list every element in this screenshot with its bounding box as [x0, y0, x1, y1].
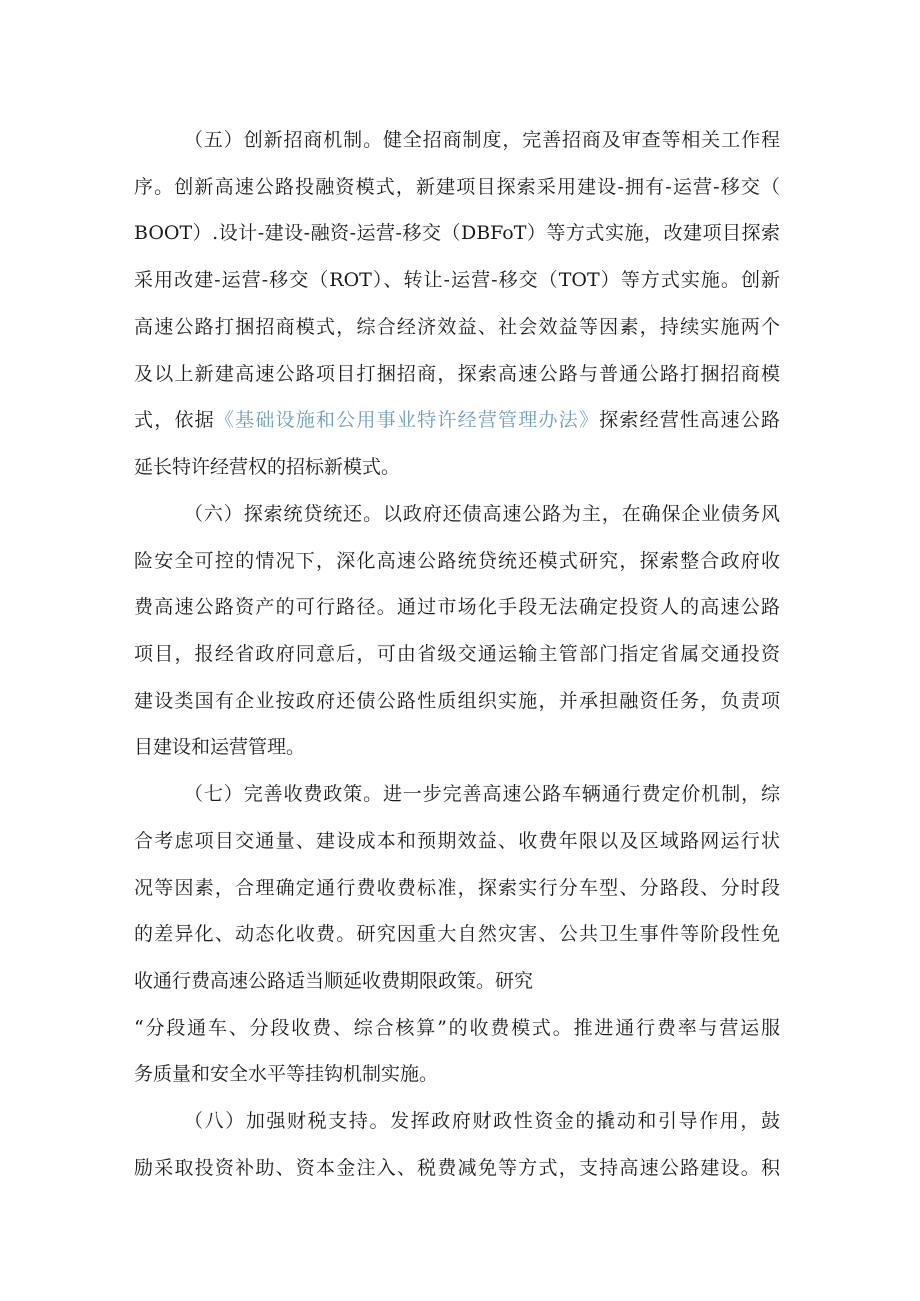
paragraph-6-line-2: 险安全可控的情况下，深化高速公路统贷统还模式研究，探索整合政府收	[134, 550, 780, 572]
paragraph-8-line-1: （八）加强财税支持。发挥政府财政性资金的撬动和引导作用，鼓	[184, 1110, 780, 1132]
regulation-link[interactable]: 《基础设施和公用事业特许经营管理办法》	[214, 409, 600, 431]
paragraph-7-line-7: 务质量和安全水平等挂钩机制实施。	[134, 1063, 439, 1085]
paragraph-5-line-6: 及以上新建高速公路项目打捆招商，探索高速公路与普通公路打捆招商模	[134, 363, 780, 385]
paragraph-7-line-1: （七）完善收费政策。进一步完善高速公路车辆通行费定价机制，综	[184, 783, 780, 805]
paragraph-5-line-5: 高速公路打捆招商模式，综合经济效益、社会效益等因素，持续实施两个	[134, 316, 780, 338]
paragraph-7-line-2: 合考虑项目交通量、建设成本和预期效益、收费年限以及区域路网运行状	[134, 830, 780, 852]
paragraph-7-line-5: 收通行费高速公路适当顺延收费期限政策。研究	[134, 970, 534, 992]
paragraph-6-line-4: 项目，报经省政府同意后，可由省级交通运输主管部门指定省属交通投资	[134, 643, 780, 665]
paragraph-7-line-6: “分段通车、分段收费、综合核算”的收费模式。推进通行费率与营运服	[134, 1017, 780, 1039]
paragraph-6-line-5: 建设类国有企业按政府还债公路性质组织实施，并承担融资任务，负责项	[134, 690, 780, 712]
paragraph-5-line-3: BOOT）.设计-建设-融资-运营-移交（DBFoT）等方式实施，改建项目探索	[134, 222, 780, 244]
paragraph-5-line-4: 采用改建-运营-移交（ROT）、转让-运营-移交（TOT）等方式实施。创新	[134, 269, 780, 291]
paragraph-6-line-1: （六）探索统贷统还。以政府还债高速公路为主，在确保企业债务风	[184, 503, 780, 525]
paragraph-7-line-4: 的差异化、动态化收费。研究因重大自然灾害、公共卫生事件等阶段性免	[134, 923, 780, 945]
line-text-post: 探索经营性高速公路	[599, 409, 780, 431]
paragraph-5-line-2: 序。创新高速公路投融资模式，新建项目探索采用建设-拥有-运营-移交（	[134, 176, 780, 198]
paragraph-6-line-6: 目建设和运营管理。	[134, 736, 306, 758]
paragraph-6-line-3: 费高速公路资产的可行路径。通过市场化手段无法确定投资人的高速公路	[134, 596, 780, 618]
paragraph-5-line-8: 延长特许经营权的招标新模式。	[134, 456, 401, 478]
paragraph-7-line-3: 况等因素，合理确定通行费收费标准，探索实行分车型、分路段、分时段	[134, 877, 780, 899]
paragraph-8-line-2: 励采取投资补助、资本金注入、税费减免等方式，支持高速公路建设。积	[134, 1157, 780, 1179]
paragraph-5-line-7	[134, 406, 780, 434]
paragraph-5-line-1: （五）创新招商机制。健全招商制度，完善招商及审查等相关工作程	[184, 129, 780, 151]
line-text-pre: 式，依据	[134, 409, 215, 431]
